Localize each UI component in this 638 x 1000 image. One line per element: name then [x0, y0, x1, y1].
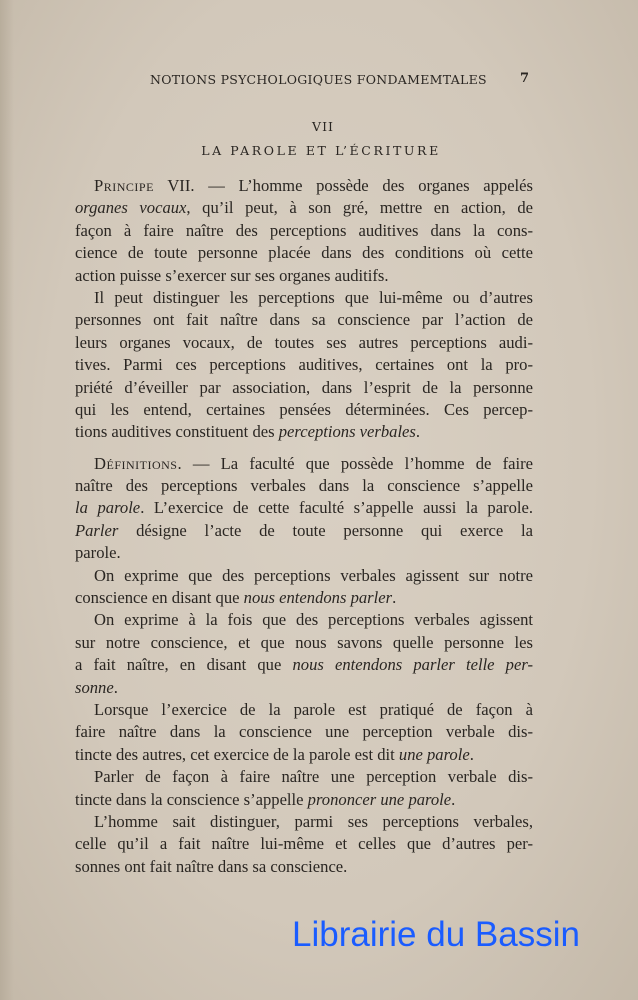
text-run: . — La faculté que possède l’homme de faire: [177, 453, 533, 473]
paragraph: [75, 766, 533, 811]
text-line: [75, 287, 533, 309]
text-run: conscience en disant que: [75, 588, 244, 608]
text-line: [75, 632, 533, 654]
text-line: [75, 542, 533, 564]
paragraph: [75, 565, 533, 610]
text-run: tives. Parmi ces perceptions auditives, certaines ont la pro-: [75, 355, 533, 375]
text-run: On exprime à la fois que des perceptions verbales agissent: [94, 610, 533, 630]
text-run: parole.: [75, 543, 121, 563]
text-line: [75, 332, 533, 354]
text-line: [75, 377, 533, 399]
text-run: faire naître dans la conscience une perception verbale dis-: [75, 722, 533, 742]
text-run: Il peut distinguer les perceptions que lui-même ou d’autres: [94, 287, 533, 307]
text-run: a fait naître, en disant que: [75, 655, 293, 675]
text-run: qui les entend, certaines pensées déterminées. Ces percep-: [75, 399, 533, 419]
text-run: naître des perceptions verbales dans la conscience s’appelle: [75, 476, 533, 496]
text-run: celle qu’il a fait naître lui-même et celles que d’autres per-: [75, 834, 533, 854]
italic-text: une parole: [398, 744, 470, 764]
text-line: [75, 421, 533, 443]
text-run: action puisse s’exercer sur ses organes auditifs.: [75, 265, 389, 285]
text-run: leurs organes vocaux, de toutes ses autres perceptions audi-: [75, 332, 533, 352]
italic-text: sonne: [75, 677, 114, 697]
page-number: 7: [520, 71, 530, 86]
paragraph: [75, 453, 533, 565]
text-line: [75, 789, 533, 811]
text-line: [75, 475, 533, 497]
text-line: [75, 856, 533, 878]
text-line: [75, 220, 533, 242]
italic-text: nous entendons parler telle per-: [292, 655, 533, 675]
watermark: Librairie du Bassin: [292, 915, 580, 954]
italic-text: nous entendons parler: [243, 588, 393, 608]
text-run: priété d’éveiller par association, dans l’esprit de la personne: [75, 377, 533, 397]
small-caps-text: Définitions: [94, 453, 178, 473]
text-line: [75, 309, 533, 331]
running-header: NOTIONS PSYCHOLOGIQUES FONDAMEMTALES: [150, 72, 487, 87]
text-run: tions auditives constituent des: [75, 422, 279, 442]
text-run: .: [415, 422, 421, 442]
text-line: [75, 699, 533, 721]
text-line: [75, 677, 533, 699]
text-run: L’homme sait distinguer, parmi ses perceptions verbales,: [94, 811, 533, 831]
text-line: [75, 520, 533, 542]
text-run: tincte dans la conscience s’appelle: [75, 789, 308, 809]
text-run: On exprime que des perceptions verbales agissent sur notre: [94, 565, 533, 585]
text-line: [75, 354, 533, 376]
italic-text: prononcer une parole: [307, 789, 452, 809]
text-run: Parler de façon à faire naître une perception verbale dis-: [94, 767, 533, 787]
paragraph: [75, 287, 533, 444]
text-run: cience de toute personne placée dans des conditions où cette: [75, 243, 533, 263]
text-line: [75, 175, 533, 197]
italic-text: organes vocaux: [75, 198, 187, 218]
italic-text: la parole: [75, 498, 141, 518]
section-number: VII: [312, 119, 334, 134]
text-line: [75, 497, 533, 519]
text-line: [75, 609, 533, 631]
text-run: tincte des autres, cet exercice de la parole est dit: [75, 744, 399, 764]
text-line: [75, 265, 533, 287]
text-run: .: [392, 588, 397, 608]
text-line: [75, 811, 533, 833]
text-run: personnes ont fait naître dans sa conscience par l’action de: [75, 310, 533, 330]
text-run: sonnes ont fait naître dans sa conscience.: [75, 856, 348, 876]
paragraph: [75, 609, 533, 699]
text-run: , qu’il peut, à son gré, mettre en action, de: [186, 198, 533, 218]
text-line: [75, 766, 533, 788]
text-line: [75, 721, 533, 743]
paragraph: [75, 811, 533, 878]
text-run: .: [113, 677, 118, 697]
italic-text: Parler: [75, 520, 119, 540]
text-run: sur notre conscience, et que nous savons quelle personne les: [75, 632, 533, 652]
text-run: .: [451, 789, 456, 809]
text-run: Lorsque l’exercice de la parole est pratiqué de façon à: [94, 699, 533, 719]
text-run: .: [469, 744, 474, 764]
section-title: LA PAROLE ET L’ÉCRITURE: [201, 143, 441, 158]
text-line: [75, 399, 533, 421]
text-run: VII. — L’homme possède des organes appelés: [153, 176, 533, 195]
small-caps-text: Principe: [94, 176, 154, 195]
text-run: désigne l’acte de toute personne qui exerce la: [118, 520, 533, 540]
text-run: façon à faire naître des perceptions auditives dans la cons-: [75, 220, 533, 240]
body-text: [75, 175, 533, 878]
text-line: [75, 242, 533, 264]
text-line: [75, 453, 533, 475]
text-line: [75, 833, 533, 855]
italic-text: perceptions verbales: [278, 422, 416, 442]
text-line: [75, 587, 533, 609]
text-line: [75, 744, 533, 766]
paragraph: [75, 175, 533, 287]
text-line: [75, 197, 533, 219]
paragraph: [75, 699, 533, 766]
text-run: . L’exercice de cette faculté s’appelle aussi la parole.: [140, 498, 534, 518]
text-line: [75, 654, 533, 676]
text-line: [75, 565, 533, 587]
